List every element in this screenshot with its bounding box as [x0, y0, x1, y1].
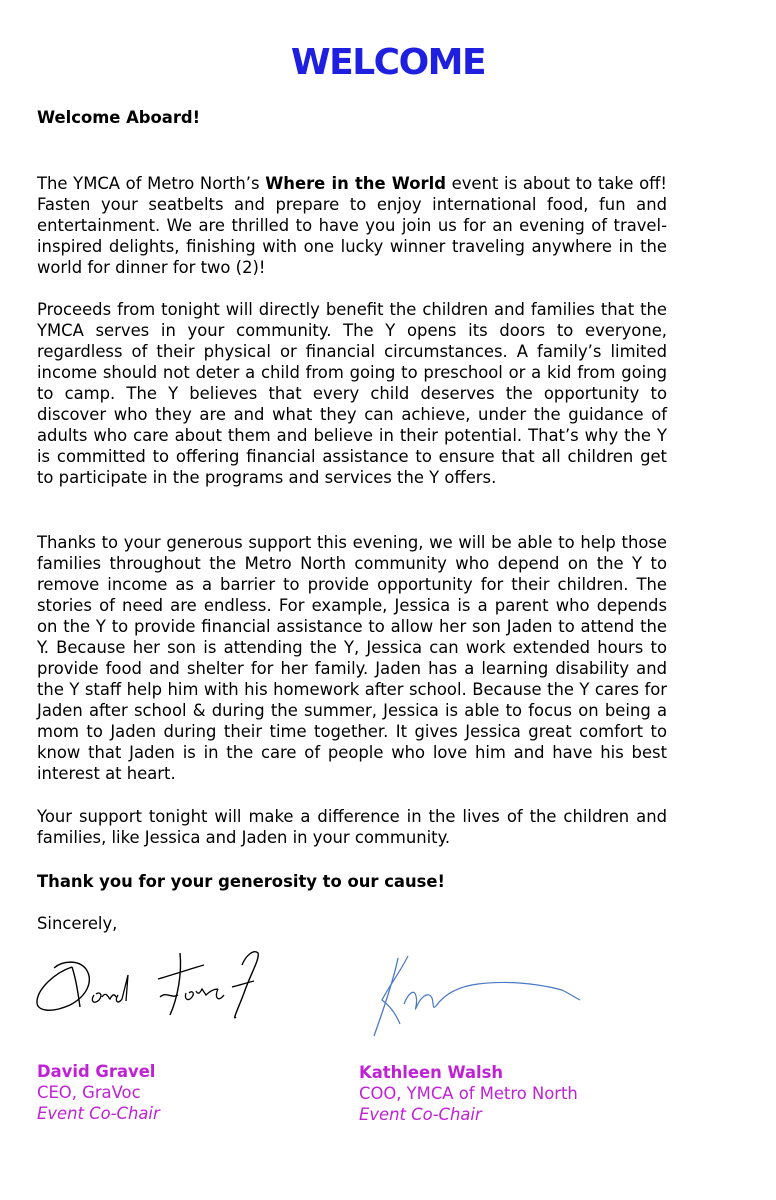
thank-you-line: Thank you for your generosity to our cause! — [37, 872, 445, 891]
signature-david-gravel — [32, 945, 272, 1025]
paragraph-intro — [37, 173, 667, 278]
signer-name: David Gravel — [37, 1062, 156, 1081]
signer-kathleen-walsh — [359, 1062, 578, 1125]
signer-title: CEO, GraVoc — [37, 1083, 141, 1102]
signer-title: COO, YMCA of Metro North — [359, 1084, 578, 1103]
paragraph-support: Your support tonight will make a difference in the lives of the children and families, like Jessica and Jaden in your community. — [37, 807, 667, 847]
event-name: Where in the World — [265, 174, 446, 193]
closing: Sincerely, — [37, 914, 118, 933]
signer-role: Event Co-Chair — [37, 1104, 160, 1123]
page-title: WELCOME — [290, 42, 486, 83]
intro-text-end: event is about to take off! Fasten your seatbelts and prepare to enjoy international food, fun and entertainment. We are thrilled to have you join us for an evening of travel-inspired delights, finishing with one lucky winner traveling anywhere in the world for dinner for two (2)! — [37, 174, 667, 277]
greeting: Welcome Aboard! — [37, 108, 201, 127]
signer-david-gravel — [37, 1061, 160, 1124]
signer-role: Event Co-Chair — [359, 1105, 482, 1124]
paragraph-proceeds: Proceeds from tonight will directly benefit the children and families that the YMCA serves in your community. The Y opens its doors to everyone, regardless of their physical or financial circumstances. A family’s limited income should not deter a child from going to preschool or a kid from going to camp. The Y believes that every child deserves the opportunity to discover who they are and what they can achieve, under the guidance of adults who care about them and believe in their potential. That’s why the Y is committed to offering financial assistance to ensure that all children get to participate in the programs and services the Y offers. — [37, 300, 667, 487]
signer-name: Kathleen Walsh — [359, 1063, 504, 1082]
paragraph-story: Thanks to your generous support this evening, we will be able to help those families throughout the Metro North community who depend on the Y to remove income as a barrier to provide opportunity for their children. The stories of need are endless. For example, Jessica is a parent who depends on the Y to provide financial assistance to allow her son Jaden to attend the Y. Because her son is attending the Y, Jessica can work extended hours to provide food and shelter for her family. Jaden has a learning disability and the Y staff help him with his homework after school. Because the Y cares for Jaden after school & during the summer, Jessica is able to focus on being a mom to Jaden during their time together. It gives Jessica great comfort to know that Jaden is in the care of people who love him and have his best interest at heart. — [37, 533, 667, 783]
signature-kathleen-walsh — [362, 948, 592, 1040]
intro-text-start: The YMCA of Metro North’s — [37, 174, 266, 193]
